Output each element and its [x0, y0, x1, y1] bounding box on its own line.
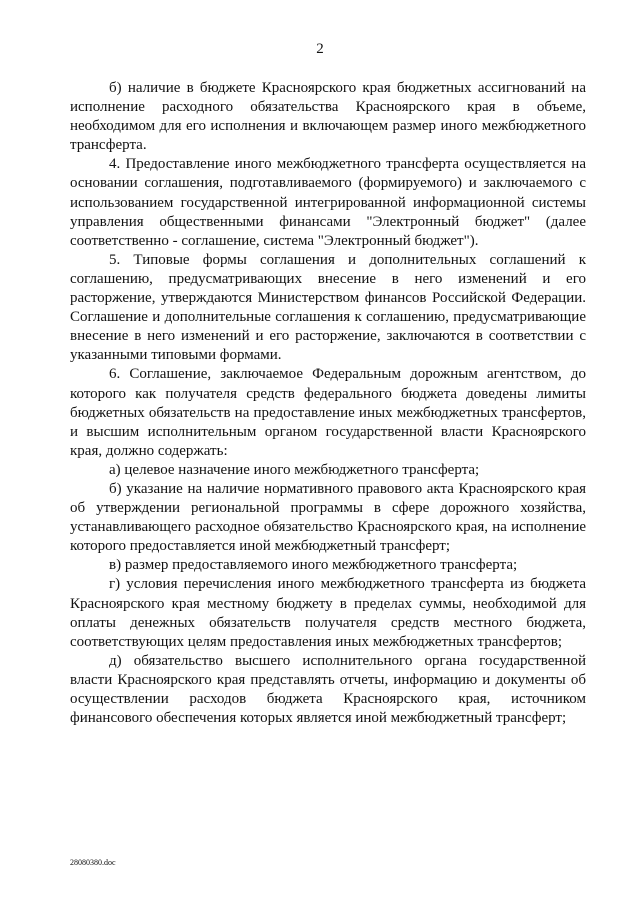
paragraph-4-transfer-basis: 4. Предоставление иного межбюджетного трансферта осуществляется на основании соглашения, подготавливаемого (формируемого) и заключаемого с использованием государственной интегрированной информационной системы управления общественными финансами "Электронный бюджет" (далее соответственно - соглашение, система "Электронный бюджет").: [70, 156, 586, 249]
item-g-transfer-conditions: г) условия перечисления иного межбюджетного трансферта из бюджета Красноярского края местному бюджету в пределах суммы, необходимой для оплаты денежных обязательств получателя средств местного бюджета, соответствующих целям предоставления иных межбюджетных трансфертов;: [70, 576, 586, 650]
page-number: 2: [316, 41, 324, 57]
paragraph-6-agreement-contents: 6. Соглашение, заключаемое Федеральным дорожным агентством, до которого как получателя средств федерального бюджета доведены лимиты бюджетных обязательств на предоставление иных межбюджетных трансфертов, и высшим исполнительным органом государственной власти Красноярского края, должно содержать:: [70, 366, 586, 459]
paragraph-5-standard-forms: 5. Типовые формы соглашения и дополнительных соглашений к соглашению, предусматривающих внесение в него изменений и его расторжение, утверждаются Министерством финансов Российской Федерации. Соглашение и дополнительные соглашения к соглашению, предусматривающие внесение в него изменений и его расторжение, заключаются в соответствии с указанными типовыми формами.: [70, 251, 586, 364]
document-filename: 28080380.doc: [70, 858, 116, 867]
document-body: [70, 79, 586, 728]
item-v-amount: в) размер предоставляемого иного межбюджетного трансферта;: [109, 557, 518, 574]
item-b-legal-act: б) указание на наличие нормативного правового акта Красноярского края об утверждении региональной программы в сфере дорожного хозяйства, устанавливающего расходное обязательство Красноярского края, на исполнение которого предоставляется иной межбюджетный трансферт;: [70, 480, 586, 555]
item-a-purpose: а) целевое назначение иного межбюджетного трансферта;: [109, 461, 480, 478]
paragraph-b-budget-allocations: б) наличие в бюджете Красноярского края бюджетных ассигнований на исполнение расходного обязательства Красноярского края в объеме, необходимом для его исполнения и включающем размер иного межбюджетного трансферта.: [70, 80, 586, 154]
item-d-reporting-obligation: д) обязательство высшего исполнительного органа государственной власти Красноярского края представлять отчеты, информацию и документы об осуществлении расходов бюджета Красноярского края, источником финансового обеспечения которых является иной межбюджетный трансферт;: [70, 652, 586, 727]
